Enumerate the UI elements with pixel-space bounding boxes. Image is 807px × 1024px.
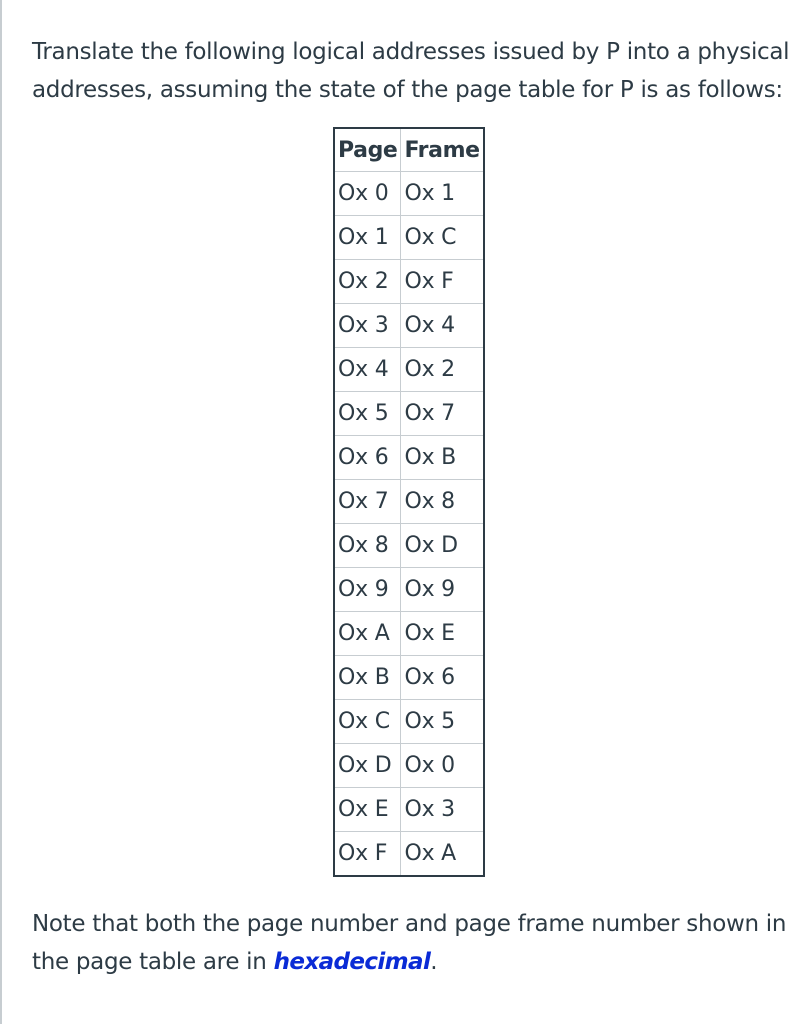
page-cell: Ox D (334, 744, 401, 788)
table-row (334, 744, 484, 788)
frame-cell: Ox D (401, 524, 484, 568)
table-row (334, 788, 484, 832)
page-cell: Ox 2 (334, 260, 401, 304)
page-cell: Ox 5 (334, 392, 401, 436)
frame-cell: Ox A (401, 832, 484, 877)
table-row (334, 612, 484, 656)
frame-cell: Ox 9 (401, 568, 484, 612)
frame-cell: Ox 6 (401, 656, 484, 700)
table-row (334, 700, 484, 744)
table-row (334, 172, 484, 216)
left-divider (0, 0, 2, 1024)
frame-cell: Ox 0 (401, 744, 484, 788)
page-table-body (334, 172, 484, 877)
frame-cell: Ox C (401, 216, 484, 260)
table-row (334, 348, 484, 392)
page-cell: Ox 3 (334, 304, 401, 348)
page-cell: Ox 8 (334, 524, 401, 568)
frame-cell: Ox 5 (401, 700, 484, 744)
page-column-header: Page (334, 128, 401, 172)
table-row (334, 304, 484, 348)
frame-cell: Ox E (401, 612, 484, 656)
note-prefix-text: Note that both the page number and page frame number shown in the page table are in (32, 911, 787, 975)
table-row (334, 436, 484, 480)
page-cell: Ox 4 (334, 348, 401, 392)
page-cell: Ox F (334, 832, 401, 877)
frame-cell: Ox 2 (401, 348, 484, 392)
frame-cell: Ox 3 (401, 788, 484, 832)
table-row (334, 260, 484, 304)
table-row (334, 216, 484, 260)
page-cell: Ox 6 (334, 436, 401, 480)
frame-cell: Ox 7 (401, 392, 484, 436)
table-row (334, 832, 484, 877)
hexadecimal-note (32, 905, 792, 981)
table-row (334, 568, 484, 612)
page-cell: Ox 9 (334, 568, 401, 612)
table-row (334, 392, 484, 436)
page-table-header-row (334, 128, 484, 172)
table-row (334, 524, 484, 568)
page-cell: Ox C (334, 700, 401, 744)
page-cell: Ox E (334, 788, 401, 832)
question-content (32, 33, 792, 981)
table-row (334, 656, 484, 700)
frame-cell: Ox 8 (401, 480, 484, 524)
hexadecimal-emphasis: hexadecimal (273, 949, 431, 975)
page-table-container (333, 127, 478, 877)
frame-cell: Ox F (401, 260, 484, 304)
frame-cell: Ox 4 (401, 304, 484, 348)
note-suffix-text: . (430, 949, 438, 975)
page-cell: Ox B (334, 656, 401, 700)
page-cell: Ox 7 (334, 480, 401, 524)
page-cell: Ox A (334, 612, 401, 656)
frame-cell: Ox B (401, 436, 484, 480)
page-table (333, 127, 485, 877)
frame-column-header: Frame (401, 128, 484, 172)
page-cell: Ox 1 (334, 216, 401, 260)
table-row (334, 480, 484, 524)
question-intro-text: Translate the following logical addresses issued by P into a physical addresses, assuming the state of the page table for P is as follows: (32, 39, 790, 103)
page-cell: Ox 0 (334, 172, 401, 216)
frame-cell: Ox 1 (401, 172, 484, 216)
